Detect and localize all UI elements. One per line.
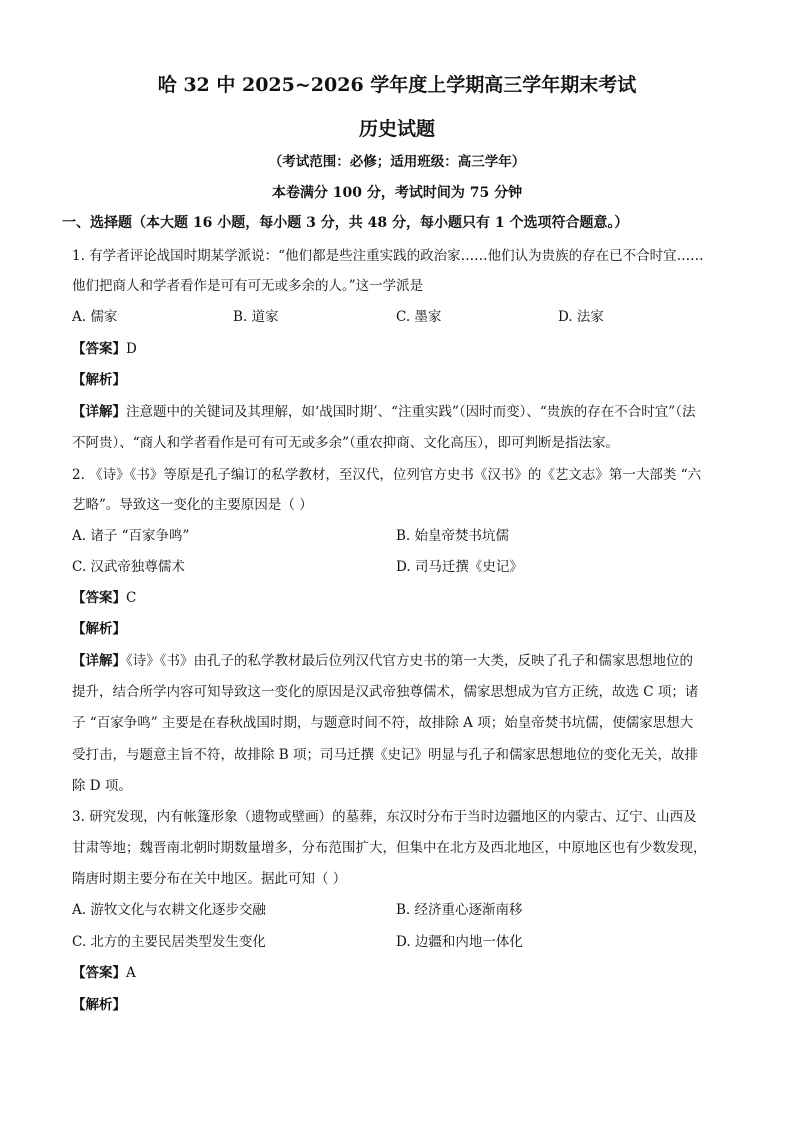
q1-detail-line2: 不阿贵）、“商人和学者看作是可有可无或多余”（重农抑商、文化高压），即可判断是指法家。 <box>72 435 620 451</box>
q1-option-a: A. 儒家 <box>72 309 118 325</box>
q3-option-d: D. 边疆和内地一体化 <box>396 934 523 950</box>
q2-answer <box>72 589 732 607</box>
q2-detail-line3: 子 “百家争鸣” 主要是在春秋战国时期，与题意时间不符，故排除 A 项；始皇帝焚书坑儒，使儒家思想大 <box>72 715 694 731</box>
q2-option-c: C. 汉武帝独尊儒术 <box>72 559 185 575</box>
q2-option-d: D. 司马迁撰《史记》 <box>396 559 523 575</box>
q3-option-b: B. 经济重心逐渐南移 <box>396 902 523 918</box>
answer-value: C <box>126 590 137 606</box>
q2-option-a: A. 诸子 “百家争鸣” <box>72 528 190 544</box>
answer-value: A <box>126 965 136 981</box>
q3-stem-line3: 隋唐时期主要分布在关中地区。据此可知（ ） <box>72 871 347 887</box>
q3-option-a: A. 游牧文化与农耕文化逐步交融 <box>72 902 266 918</box>
q2-analysis-tag: 【解析】 <box>72 621 126 637</box>
q3-stem-line2: 甘肃等地；魏晋南北朝时期数量增多，分布范围扩大，但集中在北方及西北地区，中原地区也有少数发现， <box>72 840 707 856</box>
q1-stem-line2: 他们把商人和学者看作是可有可无或多余的人。”这一学派是 <box>72 278 424 294</box>
detail-tag: 【详解】 <box>72 404 126 420</box>
q2-stem-line2: 艺略”。导致这一变化的主要原因是（ ） <box>72 497 313 513</box>
exam-title: 哈 32 中 2025~2026 学年度上学期高三学年期末考试 <box>157 74 637 96</box>
q2-detail-line4: 受打击，与题意主旨不符，故排除 B 项；司马迁撰《史记》明显与孔子和儒家思想地位的变化无关，故排 <box>72 747 699 763</box>
q3-stem-line1: 3. 研究发现，内有帐篷形象（遗物或壁画）的墓葬，东汉时分布于当时边疆地区的内蒙古、辽宁、山西及 <box>72 809 697 825</box>
q1-analysis-tag: 【解析】 <box>72 372 126 388</box>
q1-option-c: C. 墨家 <box>396 309 442 325</box>
answer-value: D <box>126 341 137 357</box>
q2-option-b: B. 始皇帝焚书坑儒 <box>396 528 510 544</box>
exam-info: 本卷满分 100 分，考试时间为 75 分钟 <box>271 185 523 201</box>
answer-tag: 【答案】 <box>72 965 126 981</box>
q2-stem-line1: 2. 《诗》《书》等原是孔子编订的私学教材，至汉代，位列官方史书《汉书》的《艺文志》第一大部类 “六 <box>72 467 702 483</box>
detail-text: 《诗》《书》由孔子的私学教材最后位列汉代官方史书的第一大类，反映了孔子和儒家思想地位的 <box>126 653 693 669</box>
q2-detail-line1 <box>72 652 732 670</box>
q1-option-d: D. 法家 <box>558 309 604 325</box>
q2-detail-line2: 提升，结合所学内容可知导致这一变化的原因是汉武帝独尊儒术，儒家思想成为官方正统，故选 C 项；诸 <box>72 684 699 700</box>
q2-detail-line5: 除 D 项。 <box>72 778 132 794</box>
q1-stem-line1: 1. 有学者评论战国时期某学派说：“他们都是些注重实践的政治家……他们认为贵族的存在已不合时宜…… <box>72 248 704 264</box>
q3-option-c: C. 北方的主要民居类型发生变化 <box>72 934 266 950</box>
q1-detail-line1 <box>72 403 732 421</box>
section-heading: 一、选择题（本大题 16 小题，每小题 3 分，共 48 分，每小题只有 1 个选项符合题意。） <box>62 215 629 231</box>
q1-answer <box>72 340 732 358</box>
subject-title: 历史试题 <box>358 118 435 140</box>
answer-tag: 【答案】 <box>72 341 126 357</box>
q3-answer <box>72 964 732 982</box>
detail-tag: 【详解】 <box>72 653 126 669</box>
q3-analysis-tag: 【解析】 <box>72 997 126 1013</box>
q1-option-b: B. 道家 <box>233 309 279 325</box>
exam-scope: （考试范围：必修；适用班级：高三学年） <box>268 154 526 170</box>
detail-text: 注意题中的关键词及其理解，如‘战国时期’、“注重实践”（因时而变）、“贵族的存在不合时宜”（法 <box>126 404 696 420</box>
answer-tag: 【答案】 <box>72 590 126 606</box>
